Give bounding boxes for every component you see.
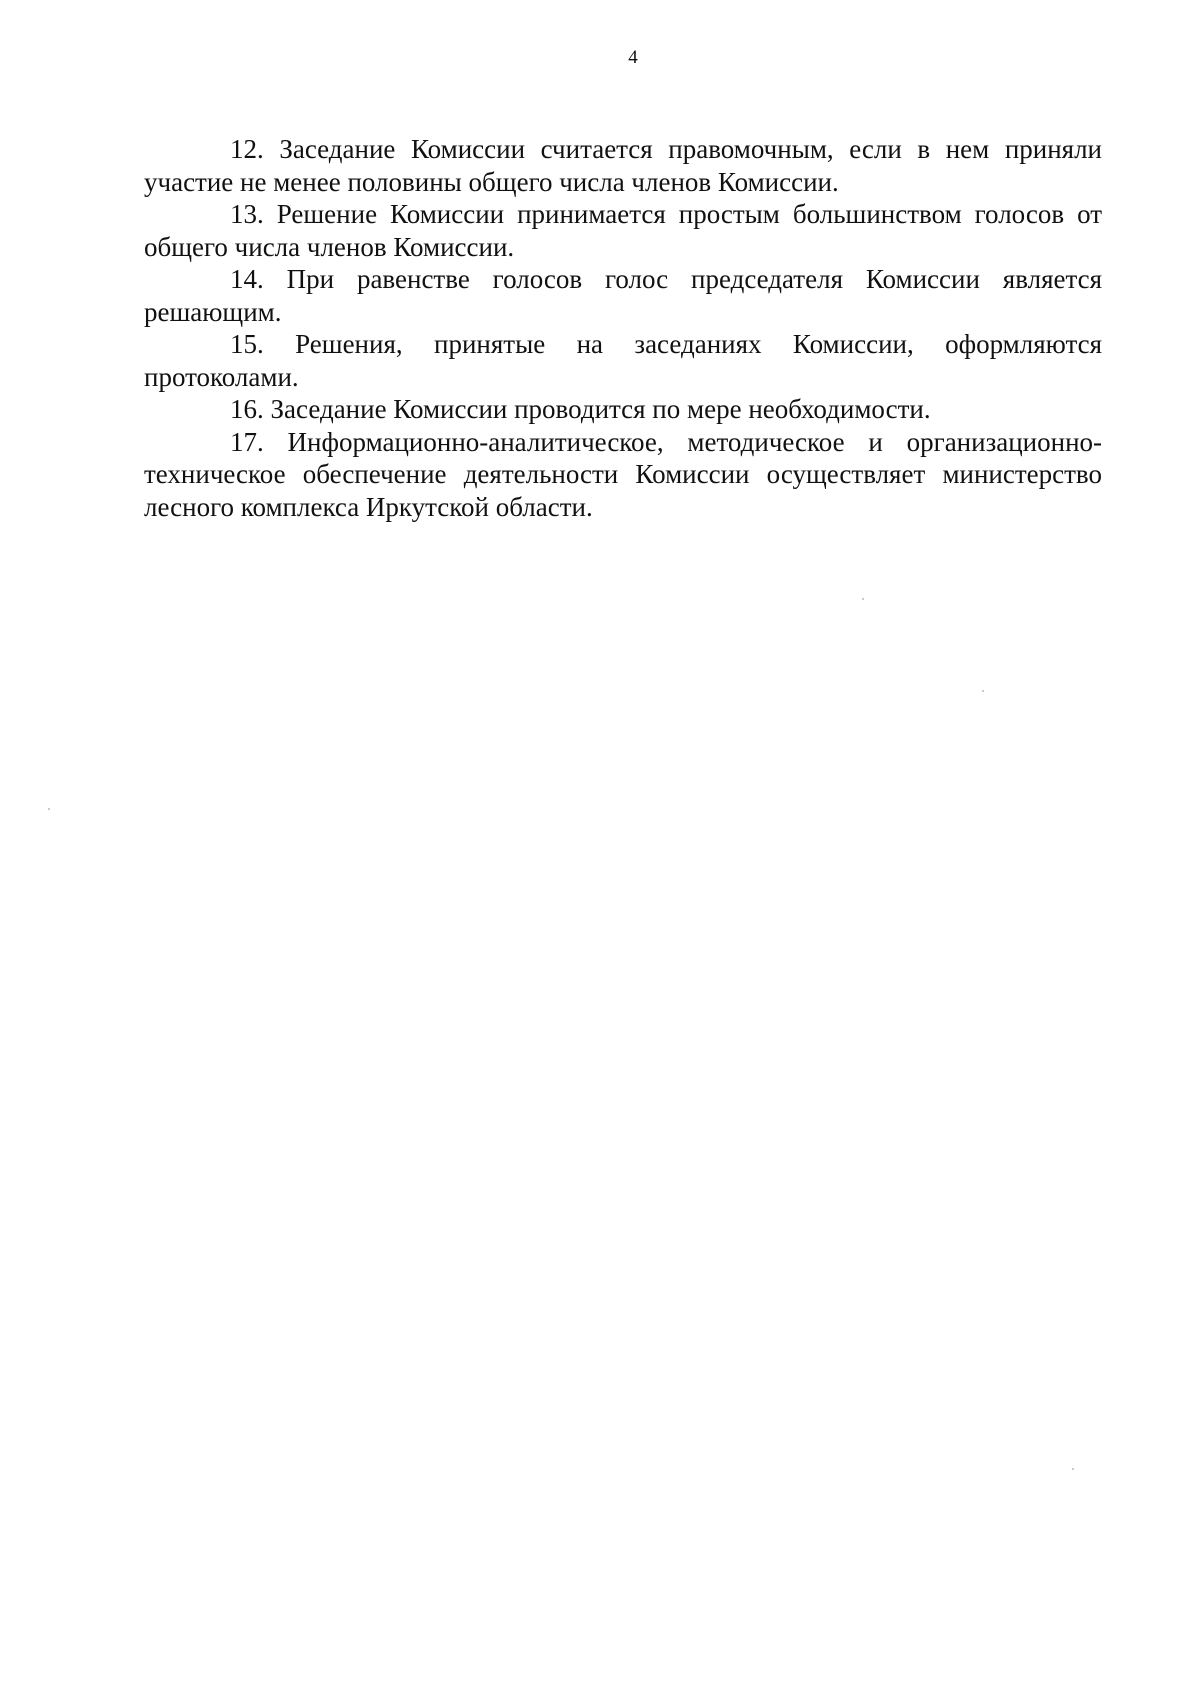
page-number: 4 <box>628 47 638 68</box>
scan-speck <box>48 808 50 810</box>
paragraph-number: 17. <box>230 426 264 457</box>
paragraph-text: Решения, принятые на заседаниях Комиссии, оформляются протоколами. <box>144 329 1103 392</box>
paragraph-number: 16. <box>230 394 264 424</box>
scan-speck <box>1072 1468 1074 1470</box>
paragraph-number: 13. <box>230 199 264 229</box>
paragraph-text: При равенстве голосов голос председателя Комиссии является решающим. <box>144 264 1102 327</box>
paragraph-text: Заседание Комиссии проводится по мере необходимости. <box>270 394 931 424</box>
paragraph-text: Информационно-аналитическое, методическое и организационно-техническое обеспечение деятельности Комиссии осуществляет министерство лесного комплекса Иркутской области. <box>144 426 1103 522</box>
paragraph-text: Решение Комиссии принимается простым большинством голосов от общего числа членов Комиссии. <box>144 199 1103 262</box>
paragraph-15 <box>144 328 1102 393</box>
paragraph-13 <box>144 198 1102 263</box>
paragraph-text: Заседание Комиссии считается правомочным, если в нем приняли участие не менее половины общего числа членов Комиссии. <box>144 134 1103 197</box>
paragraph-17 <box>144 426 1102 524</box>
scan-speck <box>862 598 864 600</box>
document-body <box>144 133 1102 523</box>
paragraph-number: 15. <box>230 329 264 359</box>
paragraph-12 <box>144 133 1102 198</box>
scan-speck <box>982 690 984 692</box>
paragraph-number: 14. <box>230 264 264 294</box>
paragraph-16 <box>144 393 1102 426</box>
paragraph-number: 12. <box>230 134 264 164</box>
paragraph-14 <box>144 263 1102 328</box>
